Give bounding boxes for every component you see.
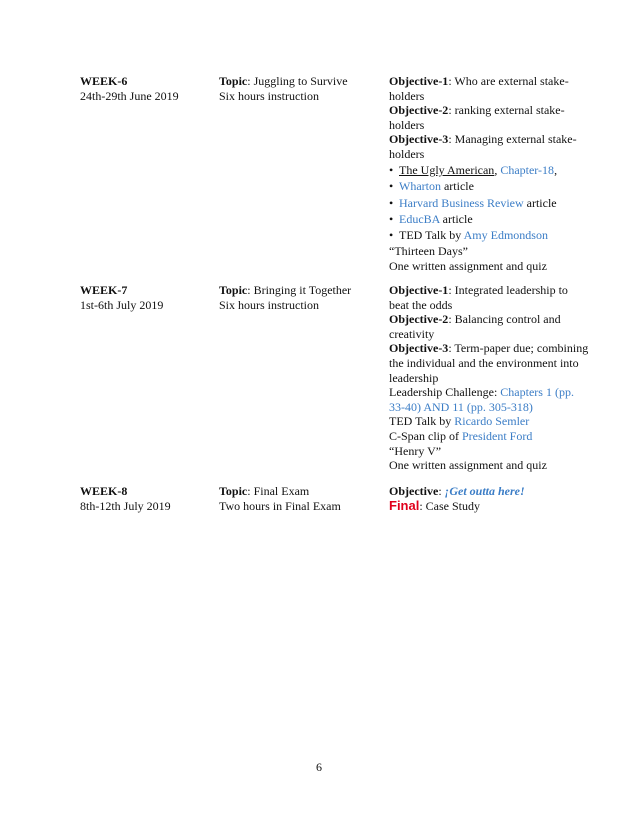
objective-text: holders: [389, 88, 425, 103]
topic-text: : Juggling to Survive: [247, 74, 348, 88]
objective-text: : Managing external stake-: [448, 132, 577, 147]
topic-label: Topic: [219, 484, 248, 498]
wharton-link[interactable]: Wharton: [399, 179, 441, 194]
objective-text: holders: [389, 146, 425, 161]
objective-label: Objective-2: [389, 312, 449, 327]
objective-text: ¡Get outta here!: [444, 484, 525, 498]
final-label: Final: [389, 497, 420, 513]
week-dates: 8th-12th July 2019: [80, 498, 171, 513]
objective-label: Objective-2: [389, 103, 449, 118]
week-7-topic: [219, 283, 379, 312]
objective-text: : Balancing control and: [448, 312, 561, 327]
objective-text: the individual and the environment into: [389, 355, 579, 370]
objective-text: holders: [389, 117, 425, 132]
list-item: • Harvard Business Review article: [389, 195, 557, 210]
instruction-hours: Six hours instruction: [219, 297, 320, 312]
educba-link[interactable]: EducBA: [399, 211, 440, 226]
bullet-icon: •: [389, 179, 394, 194]
bullet-icon: •: [389, 211, 394, 226]
bullet-icon: •: [389, 227, 394, 242]
list-item: • Wharton article: [389, 179, 474, 194]
week-6-header: [80, 74, 210, 103]
objective-text: : Who are external stake-: [448, 74, 569, 88]
assignment-note: One written assignment and quiz: [389, 458, 547, 473]
objective-text: : Integrated leadership to: [448, 283, 568, 297]
week-8-header: [80, 484, 210, 513]
book-title: The Ugly American: [399, 163, 495, 178]
film-title: “Henry V”: [389, 443, 442, 458]
week-6-objectives: [389, 74, 601, 273]
week-8-topic: [219, 484, 379, 513]
page-number: 6: [316, 760, 322, 774]
instruction-hours: Two hours in Final Exam: [219, 498, 341, 513]
week-title: WEEK-7: [80, 283, 128, 297]
hbr-link[interactable]: Harvard Business Review: [399, 195, 524, 210]
chapters-link-cont[interactable]: 33-40) AND 11 (pp. 305-318): [389, 399, 533, 414]
objective-label: Objective: [389, 484, 439, 498]
objective-label: Objective-1: [389, 74, 449, 88]
week-dates: 24th-29th June 2019: [80, 88, 179, 103]
week-dates: 1st-6th July 2019: [80, 297, 164, 312]
objective-label: Objective-3: [389, 341, 449, 356]
bullet-icon: •: [389, 195, 394, 210]
chapters-link[interactable]: Chapters 1 (pp.: [500, 385, 574, 400]
objective-text: : Term-paper due; combining: [448, 341, 589, 356]
ted-talk-link[interactable]: Ricardo Semler: [454, 414, 530, 429]
instruction-hours: Six hours instruction: [219, 88, 320, 103]
cspan-link[interactable]: President Ford: [462, 428, 533, 443]
objective-text: : ranking external stake-: [448, 103, 565, 118]
list-item: • EducBA article: [389, 211, 473, 226]
ted-talk-link[interactable]: Amy Edmondson: [463, 227, 548, 242]
list-item: • TED Talk by Amy Edmondson: [389, 227, 548, 242]
objective-text: beat the odds: [389, 297, 453, 312]
topic-text: : Final Exam: [247, 484, 310, 498]
challenge-label: Leadership Challenge:: [389, 385, 501, 400]
bullet-icon: •: [389, 163, 394, 178]
week-title: WEEK-8: [80, 484, 128, 498]
week-7-objectives: Objective-1: Integrated leadership to beat the odds Objective-2: Balancing control and creativity Objective-3: Term-paper due; combining the individual and the environment into leadership Leadership Challenge: Chapters 1 (pp. 33-40) AND 11 (pp. 305-318) TED Talk by Ricardo Semler C-Span clip of President Ford “Henry V” One written assignment and quiz: [389, 283, 601, 473]
list-item: • The Ugly American, Chapter-18,: [389, 163, 558, 178]
final-text: : Case Study: [419, 498, 481, 513]
chapter-link[interactable]: Chapter-18: [500, 163, 555, 178]
topic-label: Topic: [219, 283, 248, 297]
assignment-note: One written assignment and quiz: [389, 258, 547, 273]
week-6-topic: [219, 74, 379, 103]
objective-text: creativity: [389, 326, 435, 341]
week-8-objectives: Objective: ¡Get outta here! Final: Case Study: [389, 484, 525, 513]
week-title: WEEK-6: [80, 74, 128, 88]
film-title: “Thirteen Days”: [389, 244, 468, 259]
objective-label: Objective-3: [389, 132, 449, 147]
topic-label: Topic: [219, 74, 248, 88]
objective-label: Objective-1: [389, 283, 449, 297]
objective-text: leadership: [389, 370, 439, 385]
topic-text: : Bringing it Together: [247, 283, 352, 297]
week-7-header: [80, 283, 210, 312]
